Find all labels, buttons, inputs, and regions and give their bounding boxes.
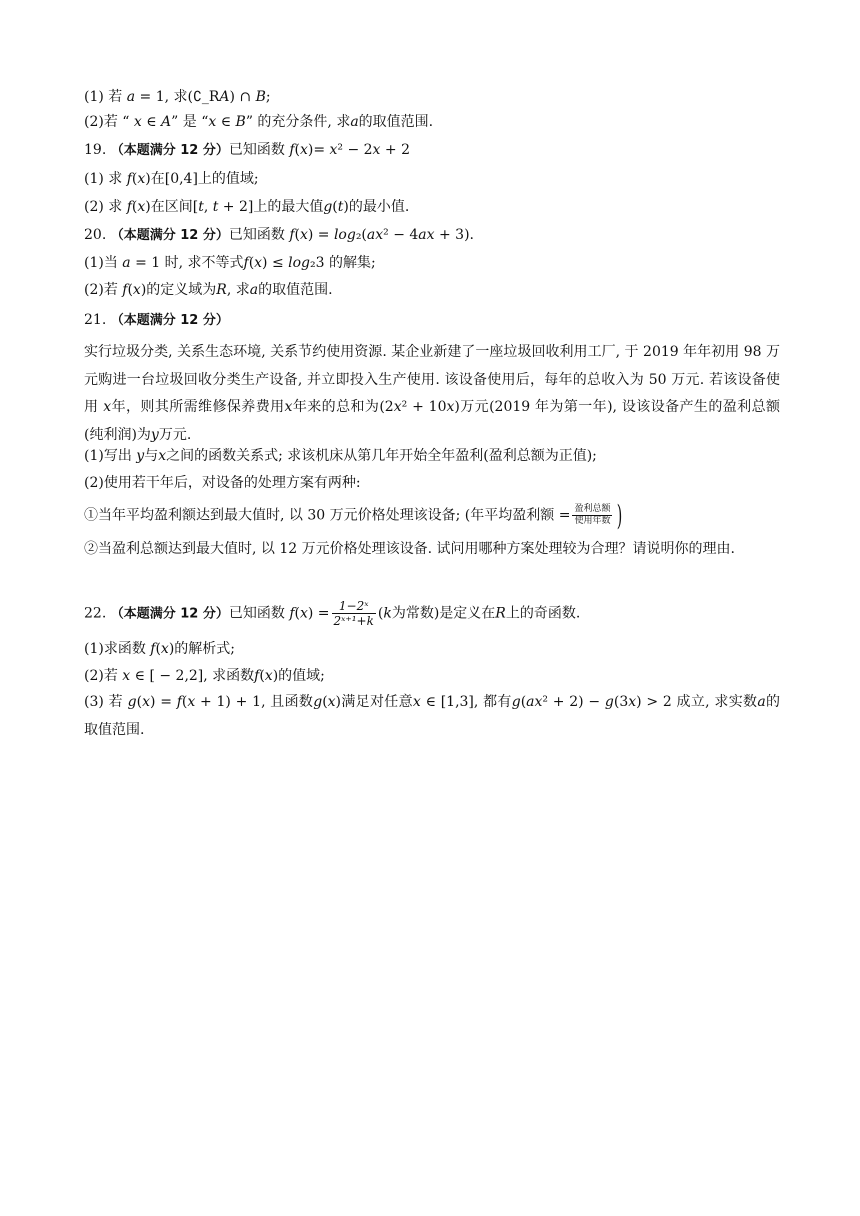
q21-part2: (2)使用若干年后，对设备的处理方案有两种: [84,475,361,491]
q20-header [84,224,474,247]
q22-stem-pre: 已知函数 𝑓(𝑥) = [228,605,330,622]
q20-part2: (2)若 𝑓(𝑥)的定义域为𝑅, 求𝑎的取值范围. [84,282,333,298]
q19-score: （本题满分 12 分） [110,143,229,158]
q21-paragraph: 实行垃圾分类, 关系生态环境, 关系节约使用资源. 某企业新建了一座垃圾回收利用工厂, 于 2019 年年初用 98 万元购进一台垃圾回收分类生产设备, 并立即投入生产使用. 该设备使用后，每年的总收入为 50 万元. 若该设备使用 𝑥年，则其所需维修保养费用𝑥年来的总和为(2𝑥² + 10𝑥)万元(2019 年为第一年), 设该设备产生的盈利总额(纯利润)为𝑦万元. [84,344,780,443]
q22-part3: (3) 若 𝑔(𝑥) = 𝑓(𝑥 + 1) + 1, 且函数𝑔(𝑥)满足对任意𝑥 ∈ [1,3], 都有𝑔(𝑎𝑥² + 2) − 𝑔(3𝑥) > 2 成立, 求实数𝑎的取值范围. [84,694,780,738]
q21-option1 [84,498,625,532]
q21-option1-text: ①当年平均盈利额达到最大值时, 以 30 万元价格处理该设备; (年平均盈利额 = [84,507,571,524]
q19-stem: 已知函数 𝑓(𝑥)= 𝑥² − 2𝑥 + 2 [228,142,410,158]
q22-score: （本题满分 12 分） [110,606,229,622]
q21-part1: (1)写出 𝑦与𝑥之间的函数关系式; 求该机床从第几年开始全年盈利(盈利总额为正值); [84,448,597,464]
q22-part1: (1)求函数 𝑓(𝑥)的解析式; [84,641,235,657]
fraction-denominator: 使用年数 [574,516,611,526]
q21-header [84,309,229,332]
q21-score: （本题满分 12 分） [110,313,229,328]
q19-header [84,139,410,162]
q22-stem-post: (𝑘为常数)是定义在𝑅上的奇函数. [377,605,581,622]
fraction-numerator: 盈利总额 [574,504,611,514]
fraction-numerator: 1−2ˣ [332,599,376,614]
q20-part1: (1)当 𝑎 = 1 时, 求不等式𝑓(𝑥) ≤ 𝑙𝑜𝑔₂3 的解集; [84,255,376,271]
q19-part2: (2) 求 𝑓(𝑥)在区间[𝑡, 𝑡 + 2]上的最大值𝑔(𝑡)的最小值. [84,199,410,215]
q21-option2: ②当盈利总额达到最大值时, 以 12 万元价格处理该设备. 试问用哪种方案处理较为合理？请说明你的理由. [84,541,735,557]
q22-part2: (2)若 𝑥 ∈ [ − 2,2], 求函数𝑓(𝑥)的值域; [84,668,325,684]
q22-fraction [332,599,376,628]
q20-score: （本题满分 12 分） [110,228,229,243]
q20-stem: 已知函数 𝑓(𝑥) = 𝑙𝑜𝑔₂(𝑎𝑥² − 4𝑎𝑥 + 3). [228,227,474,243]
q20-number: 20. [84,227,107,243]
fraction-denominator: 2ˣ⁺¹+𝑘 [333,614,374,628]
q21-option1-fraction [572,504,612,527]
q18-part2: (2)若 “ 𝑥 ∈ 𝐴” 是 “𝑥 ∈ 𝐵” 的充分条件, 求𝑎的取值范围. [84,114,434,130]
q22-header [84,599,580,628]
closing-paren: ) [617,498,623,532]
q18-part1: (1) 若 𝑎 = 1, 求(∁_R𝐴) ∩ 𝐵; [84,89,271,105]
q22-number: 22. [84,605,107,622]
q19-number: 19. [84,142,107,158]
q21-number: 21. [84,312,107,328]
q19-part1: (1) 求 𝑓(𝑥)在[0,4]上的值域; [84,171,259,187]
